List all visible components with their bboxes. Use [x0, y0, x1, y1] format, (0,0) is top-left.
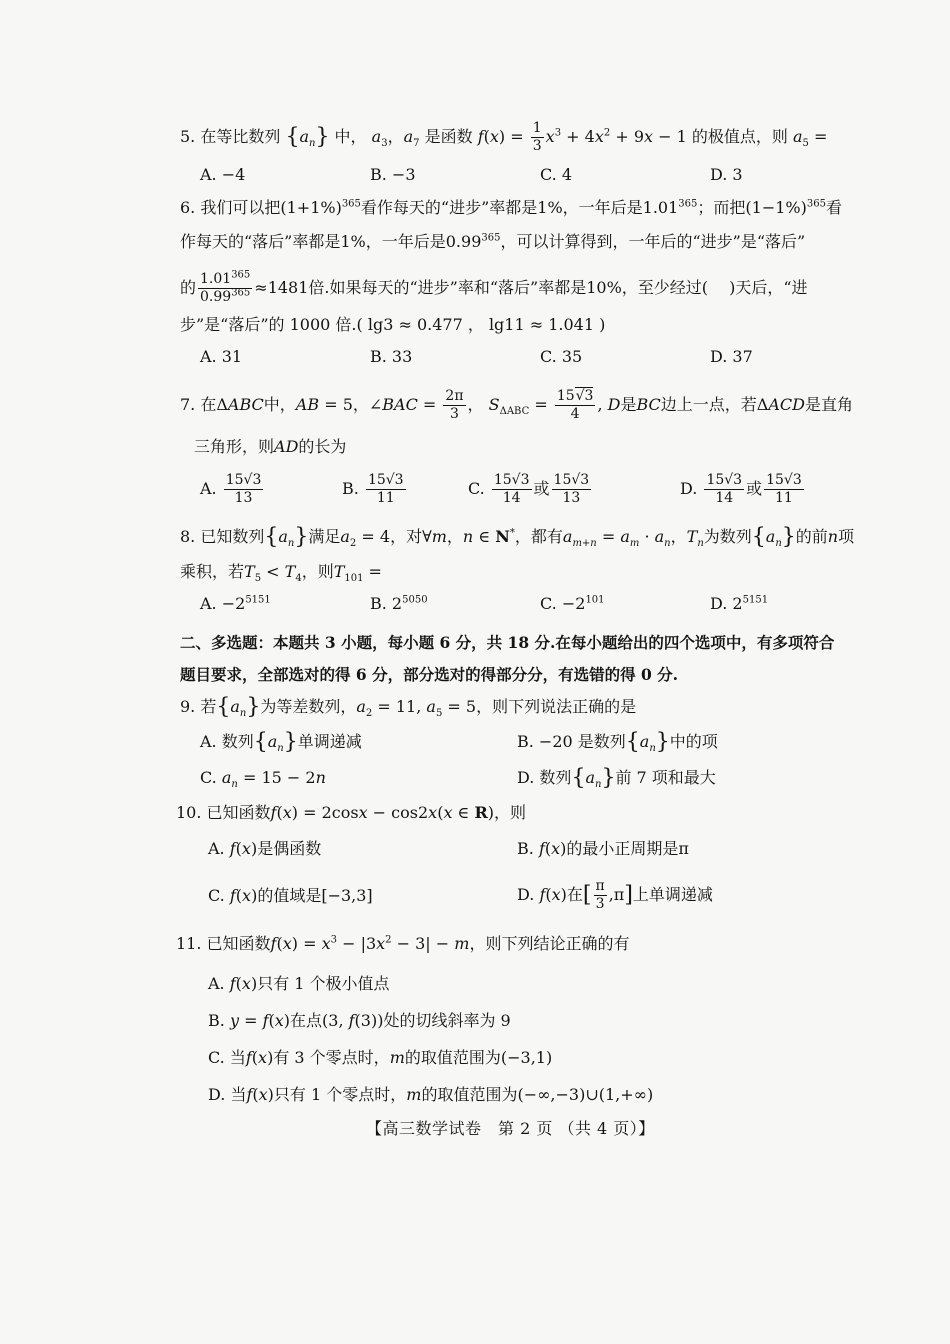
question-7-line2: 三角形，则AD的长为 [194, 437, 347, 456]
question-7-options [200, 472, 860, 507]
q7-option-d[interactable]: D. $\frac{15√3}{14}$ 或 $\frac{15√3}{11}$ [680, 472, 802, 506]
q8-option-c[interactable]: C. $-2^{101}$ [540, 594, 605, 613]
q5-option-b[interactable]: B. −3 [370, 165, 416, 184]
q10-option-b[interactable]: B. f(x)的最小正周期是π [517, 839, 689, 858]
section-2-heading: 二、多选题：本题共 3 小题，每小题 6 分，共 18 分.在每小题给出的四个选项中，有多项符合 [180, 633, 835, 652]
q11-option-c[interactable]: C. 当f(x)有 3 个零点时，m的取值范围为(−3,1) [208, 1048, 553, 1067]
q6-option-a[interactable]: A. 31 [200, 347, 243, 366]
q6-option-d[interactable]: D. 37 [710, 347, 753, 366]
question-5-stem: 5. 在等比数列 $\{a_n\}$ 中， $a_3$，$a_7$ 是函数 f(x) = $\frac{1}{3}$ $x^3 + 4x^2 + 9x - 1$ 的极值点，则 $a_5$ = [180, 120, 828, 154]
page-footer: 【高三数学试卷 第 2 页 （共 4 页）】 [366, 1119, 655, 1138]
question-6-line2: 作每天的“落后”率都是1%，一年后是0.99$^{365}$，可以计算得到，一年后的“进步”是“落后” [180, 232, 806, 251]
question-11-stem: 11. 已知函数$f(x) = x^3 - |3x^2 - 3| - m$，则下列结论正确的有 [176, 934, 630, 953]
question-9-stem: 9. 若$\{a_n\}$为等差数列，$a_2 = 11$, $a_5 = 5$，则下列说法正确的是 [180, 694, 637, 720]
question-6-line3: 的 $\frac{1.01^{365}}{0.99^{365}}$ ≈1481倍.如果每天的“进步”率和“落后”率都是10%，至少经过( )天后，“进 [180, 269, 808, 305]
question-8-line2: 乘积，若$T_5 < T_4$，则$T_{101}$ = [180, 562, 382, 585]
q10-option-c[interactable]: C. f(x)的值域是[−3,3] [208, 886, 373, 905]
q7-option-c[interactable]: C. $\frac{15√3}{14}$ 或 $\frac{15√3}{13}$ [468, 472, 590, 506]
q9-option-a[interactable]: A. 数列$\{a_n\}$单调递减 [200, 729, 362, 755]
section-2-instructions: 题目要求，全部选对的得 6 分，部分选对的得部分分，有选错的得 0 分. [180, 665, 679, 684]
question-8-options [200, 593, 880, 615]
question-10-stem: 10. 已知函数f(x) = 2cosx − cos2x(x ∈ R)，则 [176, 803, 527, 822]
q9-option-d[interactable]: D. 数列$\{a_n\}$前 7 项和最大 [517, 765, 716, 791]
q5-option-d[interactable]: D. 3 [710, 165, 743, 184]
question-8-stem: 8. 已知数列$\{a_n\}$满足$a_2 = 4$，对∀m，n ∈ N*，都有$a_{m+n} = a_m \cdot a_n$，$T_n$为数列$\{a_n\}$的前n项 [180, 524, 855, 550]
q11-option-a[interactable]: A. f(x)只有 1 个极小值点 [208, 974, 390, 993]
q11-option-b[interactable]: B. y = f(x)在点(3, f(3))处的切线斜率为 9 [208, 1011, 511, 1030]
question-6-line4: 步”是“落后”的 1000 倍.( lg3 ≈ 0.477 ， lg11 ≈ 1.041 ) [180, 315, 606, 334]
question-5-options [200, 164, 880, 186]
q7-option-b[interactable]: B. $\frac{15√3}{11}$ [342, 472, 404, 506]
q11-option-d[interactable]: D. 当f(x)只有 1 个零点时，m的取值范围为(−∞,−3)∪(1,+∞) [208, 1085, 654, 1104]
q10-option-a[interactable]: A. f(x)是偶函数 [208, 839, 322, 858]
q5-option-c[interactable]: C. 4 [540, 165, 573, 184]
q8-option-d[interactable]: D. $2^{5151}$ [710, 594, 769, 613]
question-7-stem: 7. 在ΔABC中，AB = 5，∠BAC = $\frac{2\pi}{3}$ ， $S_{\Delta ABC}$ = $\frac{15√3}{4}$ , D是BC边上一点，若ΔACD是直角 [180, 388, 853, 422]
q9-option-b[interactable]: B. −20 是数列$\{a_n\}$中的项 [517, 729, 718, 755]
q5-option-a[interactable]: A. −4 [200, 165, 246, 184]
q9-option-c[interactable]: C. $a_n = 15 - 2n$ [200, 768, 326, 791]
question-6-options [200, 346, 880, 368]
q6-option-b[interactable]: B. 33 [370, 347, 413, 366]
q8-option-b[interactable]: B. $2^{5050}$ [370, 594, 428, 613]
q7-option-a[interactable]: A. $\frac{15√3}{13}$ [200, 472, 262, 506]
q8-option-a[interactable]: A. $-2^{5151}$ [200, 594, 271, 613]
q6-option-c[interactable]: C. 35 [540, 347, 583, 366]
question-6-line1: 6. 我们可以把$(1+1\%)^{365}$看作每天的“进步”率都是1%，一年后是1.01$^{365}$；而把$(1-1\%)^{365}$看 [180, 198, 842, 217]
q10-option-d[interactable]: D. f(x)在[ $\frac{\pi}{3}$ ,π]上单调递减 [517, 878, 713, 912]
